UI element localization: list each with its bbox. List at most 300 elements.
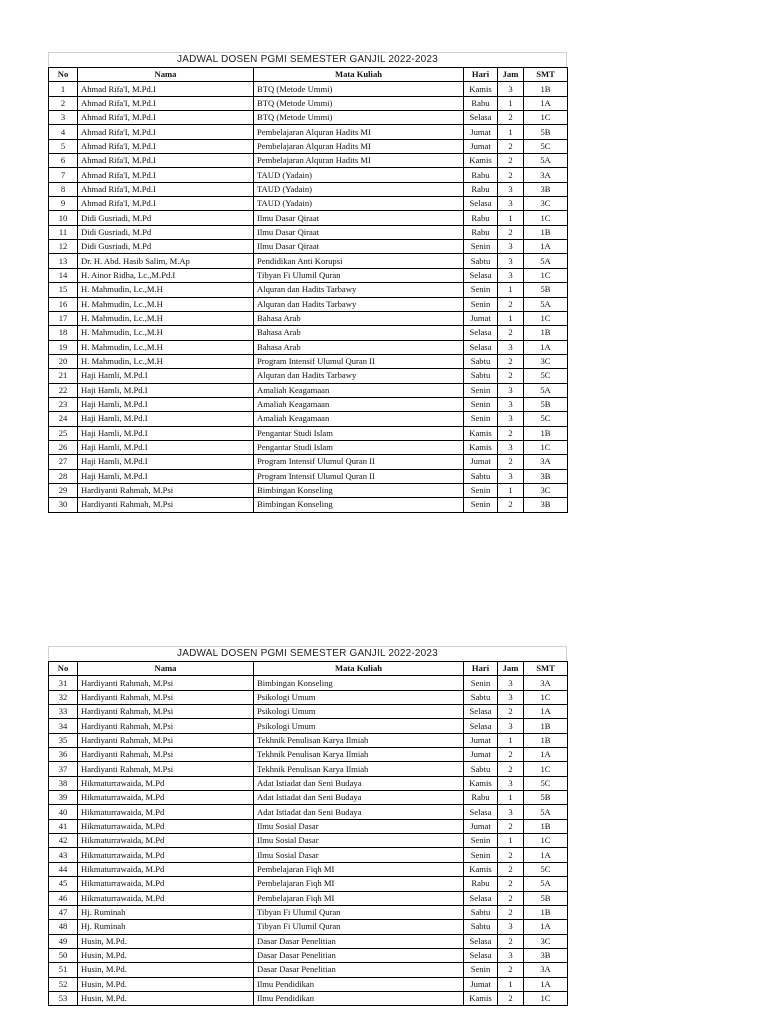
cell-no: 14 — [49, 268, 78, 282]
table-row — [49, 225, 568, 239]
cell-hari: Senin — [464, 834, 498, 848]
cell-nama: H. Mahmudin, Lc.,M.H — [78, 311, 254, 325]
cell-smt: 1A — [524, 748, 568, 762]
cell-smt: 3A — [524, 455, 568, 469]
cell-nama: Hikmaturrawaida, M.Pd — [78, 891, 254, 905]
cell-smt: 1A — [524, 920, 568, 934]
cell-no: 7 — [49, 168, 78, 182]
cell-no: 26 — [49, 440, 78, 454]
cell-jam: 1 — [498, 211, 524, 225]
cell-no: 2 — [49, 96, 78, 110]
cell-nama: Hikmaturrawaida, M.Pd — [78, 819, 254, 833]
cell-jam: 2 — [498, 154, 524, 168]
cell-no: 19 — [49, 340, 78, 354]
cell-mata-kuliah: Ilmu Sosial Dasar — [254, 848, 464, 862]
cell-no: 39 — [49, 791, 78, 805]
cell-no: 41 — [49, 819, 78, 833]
cell-jam: 3 — [498, 690, 524, 704]
cell-mata-kuliah: BTQ (Metode Ummi) — [254, 96, 464, 110]
table-row — [49, 834, 568, 848]
cell-nama: Hardiyanti Rahmah, M.Psi — [78, 676, 254, 690]
cell-nama: Hardiyanti Rahmah, M.Psi — [78, 690, 254, 704]
cell-hari: Sabtu — [464, 762, 498, 776]
cell-jam: 3 — [498, 920, 524, 934]
cell-hari: Rabu — [464, 96, 498, 110]
cell-mata-kuliah: Ilmu Sosial Dasar — [254, 834, 464, 848]
cell-smt: 1B — [524, 733, 568, 747]
cell-jam: 3 — [498, 719, 524, 733]
cell-jam: 2 — [498, 297, 524, 311]
schedule-table — [48, 661, 568, 1006]
cell-nama: Husin, M.Pd. — [78, 934, 254, 948]
cell-hari: Senin — [464, 498, 498, 512]
cell-nama: Hj. Ruminah — [78, 920, 254, 934]
cell-hari: Rabu — [464, 877, 498, 891]
cell-nama: Husin, M.Pd. — [78, 991, 254, 1005]
cell-jam: 2 — [498, 369, 524, 383]
cell-nama: Haji Hamli, M.Pd.I — [78, 397, 254, 411]
schedule-sheet-1 — [48, 52, 567, 513]
cell-smt: 3B — [524, 182, 568, 196]
cell-smt: 1A — [524, 340, 568, 354]
cell-hari: Kamis — [464, 776, 498, 790]
cell-smt: 3A — [524, 168, 568, 182]
table-row — [49, 369, 568, 383]
cell-nama: H. Mahmudin, Lc.,M.H — [78, 297, 254, 311]
table-row — [49, 197, 568, 211]
cell-smt: 3B — [524, 469, 568, 483]
cell-smt: 5C — [524, 139, 568, 153]
table-row — [49, 776, 568, 790]
table-row — [49, 483, 568, 497]
cell-mata-kuliah: BTQ (Metode Ummi) — [254, 82, 464, 96]
cell-jam: 1 — [498, 96, 524, 110]
table-row — [49, 676, 568, 690]
col-header-no: No — [49, 662, 78, 676]
cell-smt: 1C — [524, 111, 568, 125]
cell-smt: 1C — [524, 690, 568, 704]
cell-no: 13 — [49, 254, 78, 268]
cell-nama: Hardiyanti Rahmah, M.Psi — [78, 762, 254, 776]
cell-no: 52 — [49, 977, 78, 991]
cell-jam: 3 — [498, 383, 524, 397]
cell-mata-kuliah: Tekhnik Penulisan Karya Ilmiah — [254, 733, 464, 747]
cell-hari: Sabtu — [464, 254, 498, 268]
cell-hari: Senin — [464, 483, 498, 497]
cell-smt: 5B — [524, 791, 568, 805]
cell-mata-kuliah: Ilmu Pendidikan — [254, 977, 464, 991]
table-row — [49, 125, 568, 139]
cell-mata-kuliah: Amaliah Keagamaan — [254, 412, 464, 426]
cell-mata-kuliah: Bahasa Arab — [254, 340, 464, 354]
cell-mata-kuliah: Pengantar Studi Islam — [254, 426, 464, 440]
cell-hari: Jumat — [464, 125, 498, 139]
cell-smt: 1B — [524, 426, 568, 440]
cell-nama: Haji Hamli, M.Pd.I — [78, 412, 254, 426]
cell-mata-kuliah: Bahasa Arab — [254, 311, 464, 325]
cell-hari: Selasa — [464, 891, 498, 905]
col-header-nama: Nama — [78, 68, 254, 82]
cell-smt: 5A — [524, 297, 568, 311]
cell-smt: 5C — [524, 412, 568, 426]
cell-no: 40 — [49, 805, 78, 819]
col-header-jam: Jam — [498, 68, 524, 82]
cell-hari: Rabu — [464, 791, 498, 805]
cell-hari: Sabtu — [464, 469, 498, 483]
col-header-nama: Nama — [78, 662, 254, 676]
cell-mata-kuliah: Dasar Dasar Penelitian — [254, 934, 464, 948]
col-header-no: No — [49, 68, 78, 82]
cell-no: 32 — [49, 690, 78, 704]
cell-nama: Haji Hamli, M.Pd.I — [78, 440, 254, 454]
cell-hari: Sabtu — [464, 354, 498, 368]
cell-jam: 2 — [498, 225, 524, 239]
table-row — [49, 326, 568, 340]
cell-no: 51 — [49, 963, 78, 977]
cell-smt: 5A — [524, 877, 568, 891]
cell-nama: Ahmad Rifa'I, M.Pd.I — [78, 168, 254, 182]
cell-mata-kuliah: Program Intensif Ulumul Quran II — [254, 455, 464, 469]
cell-hari: Rabu — [464, 168, 498, 182]
table-row — [49, 268, 568, 282]
cell-smt: 3C — [524, 483, 568, 497]
table-row — [49, 182, 568, 196]
table-row — [49, 891, 568, 905]
cell-nama: H. Mahmudin, Lc.,M.H — [78, 283, 254, 297]
cell-no: 49 — [49, 934, 78, 948]
cell-hari: Selasa — [464, 111, 498, 125]
sheet-title: JADWAL DOSEN PGMI SEMESTER GANJIL 2022-2023 — [48, 646, 567, 661]
cell-jam: 3 — [498, 268, 524, 282]
cell-nama: H. Mahmudin, Lc.,M.H — [78, 340, 254, 354]
cell-mata-kuliah: Dasar Dasar Penelitian — [254, 948, 464, 962]
cell-smt: 1A — [524, 240, 568, 254]
cell-nama: Hardiyanti Rahmah, M.Psi — [78, 748, 254, 762]
cell-smt: 3B — [524, 498, 568, 512]
cell-jam: 2 — [498, 168, 524, 182]
table-row — [49, 440, 568, 454]
cell-no: 24 — [49, 412, 78, 426]
cell-nama: Hikmaturrawaida, M.Pd — [78, 862, 254, 876]
schedule-sheet-2 — [48, 646, 567, 1006]
cell-no: 16 — [49, 297, 78, 311]
cell-jam: 2 — [498, 426, 524, 440]
cell-jam: 2 — [498, 877, 524, 891]
table-row — [49, 211, 568, 225]
cell-no: 27 — [49, 455, 78, 469]
cell-nama: Ahmad Rifa'I, M.Pd.I — [78, 125, 254, 139]
cell-jam: 2 — [498, 326, 524, 340]
table-row — [49, 690, 568, 704]
cell-smt: 5A — [524, 254, 568, 268]
cell-no: 42 — [49, 834, 78, 848]
cell-mata-kuliah: BTQ (Metode Ummi) — [254, 111, 464, 125]
cell-no: 30 — [49, 498, 78, 512]
table-row — [49, 154, 568, 168]
cell-jam: 2 — [498, 455, 524, 469]
cell-smt: 1B — [524, 819, 568, 833]
table-row — [49, 905, 568, 919]
cell-no: 11 — [49, 225, 78, 239]
cell-no: 5 — [49, 139, 78, 153]
cell-nama: Hikmaturrawaida, M.Pd — [78, 877, 254, 891]
cell-hari: Senin — [464, 397, 498, 411]
cell-smt: 1A — [524, 977, 568, 991]
cell-hari: Jumat — [464, 977, 498, 991]
cell-jam: 3 — [498, 776, 524, 790]
cell-jam: 1 — [498, 791, 524, 805]
cell-jam: 3 — [498, 440, 524, 454]
cell-jam: 2 — [498, 905, 524, 919]
cell-nama: Haji Hamli, M.Pd.I — [78, 455, 254, 469]
cell-hari: Senin — [464, 283, 498, 297]
cell-hari: Selasa — [464, 268, 498, 282]
cell-hari: Selasa — [464, 340, 498, 354]
cell-no: 47 — [49, 905, 78, 919]
cell-nama: Ahmad Rifa'I, M.Pd.I — [78, 96, 254, 110]
cell-mata-kuliah: Pembelajaran Alquran Hadits MI — [254, 139, 464, 153]
cell-no: 20 — [49, 354, 78, 368]
cell-jam: 2 — [498, 991, 524, 1005]
cell-mata-kuliah: Program Intensif Ulumul Quran II — [254, 354, 464, 368]
cell-smt: 1C — [524, 762, 568, 776]
cell-nama: Ahmad Rifa'I, M.Pd.I — [78, 82, 254, 96]
cell-no: 12 — [49, 240, 78, 254]
col-header-jam: Jam — [498, 662, 524, 676]
cell-smt: 1A — [524, 848, 568, 862]
cell-jam: 3 — [498, 676, 524, 690]
table-row — [49, 977, 568, 991]
cell-nama: Ahmad Rifa'I, M.Pd.I — [78, 182, 254, 196]
cell-mata-kuliah: Bimbingan Konseling — [254, 498, 464, 512]
cell-nama: Ahmad Rifa'I, M.Pd.I — [78, 139, 254, 153]
table-row — [49, 469, 568, 483]
cell-smt: 1A — [524, 96, 568, 110]
cell-mata-kuliah: Tekhnik Penulisan Karya Ilmiah — [254, 748, 464, 762]
table-row — [49, 748, 568, 762]
cell-no: 25 — [49, 426, 78, 440]
table-row — [49, 498, 568, 512]
table-row — [49, 383, 568, 397]
cell-smt: 1B — [524, 905, 568, 919]
cell-jam: 3 — [498, 254, 524, 268]
cell-jam: 3 — [498, 805, 524, 819]
cell-smt: 5A — [524, 805, 568, 819]
cell-mata-kuliah: Pembelajaran Fiqh MI — [254, 877, 464, 891]
table-row — [49, 240, 568, 254]
cell-mata-kuliah: Pembelajaran Alquran Hadits MI — [254, 125, 464, 139]
cell-jam: 2 — [498, 762, 524, 776]
cell-no: 17 — [49, 311, 78, 325]
cell-jam: 2 — [498, 963, 524, 977]
cell-nama: Husin, M.Pd. — [78, 948, 254, 962]
cell-nama: Haji Hamli, M.Pd.I — [78, 369, 254, 383]
cell-hari: Senin — [464, 676, 498, 690]
table-row — [49, 96, 568, 110]
cell-no: 10 — [49, 211, 78, 225]
cell-hari: Kamis — [464, 991, 498, 1005]
table-row — [49, 862, 568, 876]
cell-no: 18 — [49, 326, 78, 340]
cell-mata-kuliah: Dasar Dasar Penelitian — [254, 963, 464, 977]
cell-mata-kuliah: Adat Istiadat dan Seni Budaya — [254, 776, 464, 790]
cell-smt: 1C — [524, 311, 568, 325]
table-row — [49, 805, 568, 819]
cell-no: 46 — [49, 891, 78, 905]
cell-jam: 3 — [498, 82, 524, 96]
table-row — [49, 340, 568, 354]
cell-nama: Haji Hamli, M.Pd.I — [78, 469, 254, 483]
cell-hari: Sabtu — [464, 905, 498, 919]
table-row — [49, 412, 568, 426]
cell-smt: 1C — [524, 991, 568, 1005]
cell-smt: 1B — [524, 719, 568, 733]
table-row — [49, 762, 568, 776]
cell-smt: 5A — [524, 383, 568, 397]
cell-nama: Hikmaturrawaida, M.Pd — [78, 848, 254, 862]
table-row — [49, 111, 568, 125]
cell-mata-kuliah: Bimbingan Konseling — [254, 483, 464, 497]
cell-hari: Selasa — [464, 948, 498, 962]
col-header-mata-kuliah: Mata Kuliah — [254, 68, 464, 82]
cell-no: 3 — [49, 111, 78, 125]
cell-mata-kuliah: Ilmu Dasar Qiraat — [254, 211, 464, 225]
cell-nama: Didi Gusriadi, M.Pd — [78, 225, 254, 239]
cell-mata-kuliah: Ilmu Dasar Qiraat — [254, 225, 464, 239]
cell-nama: Husin, M.Pd. — [78, 963, 254, 977]
cell-nama: Ahmad Rifa'I, M.Pd.I — [78, 154, 254, 168]
table-row — [49, 920, 568, 934]
cell-no: 4 — [49, 125, 78, 139]
cell-smt: 5A — [524, 154, 568, 168]
cell-hari: Senin — [464, 383, 498, 397]
cell-jam: 3 — [498, 197, 524, 211]
cell-nama: Didi Gusriadi, M.Pd — [78, 240, 254, 254]
table-row — [49, 168, 568, 182]
cell-nama: Ahmad Rifa'I, M.Pd.I — [78, 111, 254, 125]
header-row — [49, 662, 568, 676]
cell-smt: 3C — [524, 354, 568, 368]
cell-no: 9 — [49, 197, 78, 211]
table-row — [49, 426, 568, 440]
cell-nama: Hardiyanti Rahmah, M.Psi — [78, 483, 254, 497]
cell-no: 53 — [49, 991, 78, 1005]
cell-no: 8 — [49, 182, 78, 196]
cell-mata-kuliah: Program Intensif Ulumul Quran II — [254, 469, 464, 483]
table-row — [49, 733, 568, 747]
cell-mata-kuliah: Adat Istiadat dan Seni Budaya — [254, 805, 464, 819]
cell-smt: 5B — [524, 283, 568, 297]
cell-smt: 3C — [524, 197, 568, 211]
cell-mata-kuliah: Psikologi Umum — [254, 719, 464, 733]
cell-mata-kuliah: TAUD (Yadain) — [254, 197, 464, 211]
cell-mata-kuliah: Pembelajaran Alquran Hadits MI — [254, 154, 464, 168]
cell-jam: 1 — [498, 977, 524, 991]
cell-no: 15 — [49, 283, 78, 297]
cell-nama: Haji Hamli, M.Pd.I — [78, 383, 254, 397]
cell-smt: 3A — [524, 963, 568, 977]
header-row — [49, 68, 568, 82]
cell-no: 50 — [49, 948, 78, 962]
cell-mata-kuliah: Alquran dan Hadits Tarbawy — [254, 283, 464, 297]
cell-jam: 2 — [498, 848, 524, 862]
cell-no: 28 — [49, 469, 78, 483]
col-header-hari: Hari — [464, 68, 498, 82]
cell-smt: 5B — [524, 891, 568, 905]
cell-no: 23 — [49, 397, 78, 411]
table-row — [49, 848, 568, 862]
cell-jam: 2 — [498, 748, 524, 762]
table-row — [49, 354, 568, 368]
cell-smt: 1C — [524, 834, 568, 848]
cell-hari: Senin — [464, 297, 498, 311]
cell-jam: 3 — [498, 397, 524, 411]
cell-no: 33 — [49, 705, 78, 719]
cell-mata-kuliah: Ilmu Pendidikan — [254, 991, 464, 1005]
cell-mata-kuliah: Pendidikan Anti Korupsi — [254, 254, 464, 268]
cell-no: 1 — [49, 82, 78, 96]
cell-mata-kuliah: Pembelajaran Fiqh MI — [254, 891, 464, 905]
cell-mata-kuliah: Pembelajaran Fiqh MI — [254, 862, 464, 876]
cell-nama: H. Mahmudin, Lc.,M.H — [78, 354, 254, 368]
cell-jam: 3 — [498, 240, 524, 254]
table-row — [49, 991, 568, 1005]
cell-jam: 1 — [498, 834, 524, 848]
table-row — [49, 819, 568, 833]
cell-jam: 2 — [498, 891, 524, 905]
cell-hari: Jumat — [464, 139, 498, 153]
cell-mata-kuliah: Bimbingan Konseling — [254, 676, 464, 690]
cell-no: 38 — [49, 776, 78, 790]
cell-hari: Kamis — [464, 862, 498, 876]
cell-nama: Hardiyanti Rahmah, M.Psi — [78, 498, 254, 512]
table-row — [49, 254, 568, 268]
cell-jam: 2 — [498, 111, 524, 125]
cell-nama: Didi Gusriadi, M.Pd — [78, 211, 254, 225]
cell-mata-kuliah: Tibyan Fi Ulumil Quran — [254, 905, 464, 919]
cell-hari: Kamis — [464, 426, 498, 440]
cell-hari: Jumat — [464, 455, 498, 469]
table-row — [49, 934, 568, 948]
cell-hari: Jumat — [464, 819, 498, 833]
cell-no: 44 — [49, 862, 78, 876]
cell-smt: 5C — [524, 862, 568, 876]
cell-mata-kuliah: TAUD (Yadain) — [254, 168, 464, 182]
cell-mata-kuliah: Alquran dan Hadits Tarbawy — [254, 297, 464, 311]
cell-mata-kuliah: Alquran dan Hadits Tarbawy — [254, 369, 464, 383]
cell-smt: 1C — [524, 211, 568, 225]
cell-smt: 5C — [524, 776, 568, 790]
cell-mata-kuliah: Pengantar Studi Islam — [254, 440, 464, 454]
cell-jam: 3 — [498, 948, 524, 962]
cell-mata-kuliah: Psikologi Umum — [254, 690, 464, 704]
cell-smt: 1B — [524, 82, 568, 96]
cell-hari: Jumat — [464, 748, 498, 762]
cell-no: 36 — [49, 748, 78, 762]
table-row — [49, 948, 568, 962]
cell-jam: 3 — [498, 182, 524, 196]
cell-hari: Kamis — [464, 82, 498, 96]
cell-hari: Kamis — [464, 154, 498, 168]
cell-jam: 3 — [498, 469, 524, 483]
cell-nama: Hardiyanti Rahmah, M.Psi — [78, 705, 254, 719]
cell-jam: 2 — [498, 934, 524, 948]
col-header-smt: SMT — [524, 68, 568, 82]
cell-nama: Hikmaturrawaida, M.Pd — [78, 834, 254, 848]
cell-nama: Haji Hamli, M.Pd.I — [78, 426, 254, 440]
schedule-table — [48, 67, 568, 513]
cell-nama: Hj. Ruminah — [78, 905, 254, 919]
